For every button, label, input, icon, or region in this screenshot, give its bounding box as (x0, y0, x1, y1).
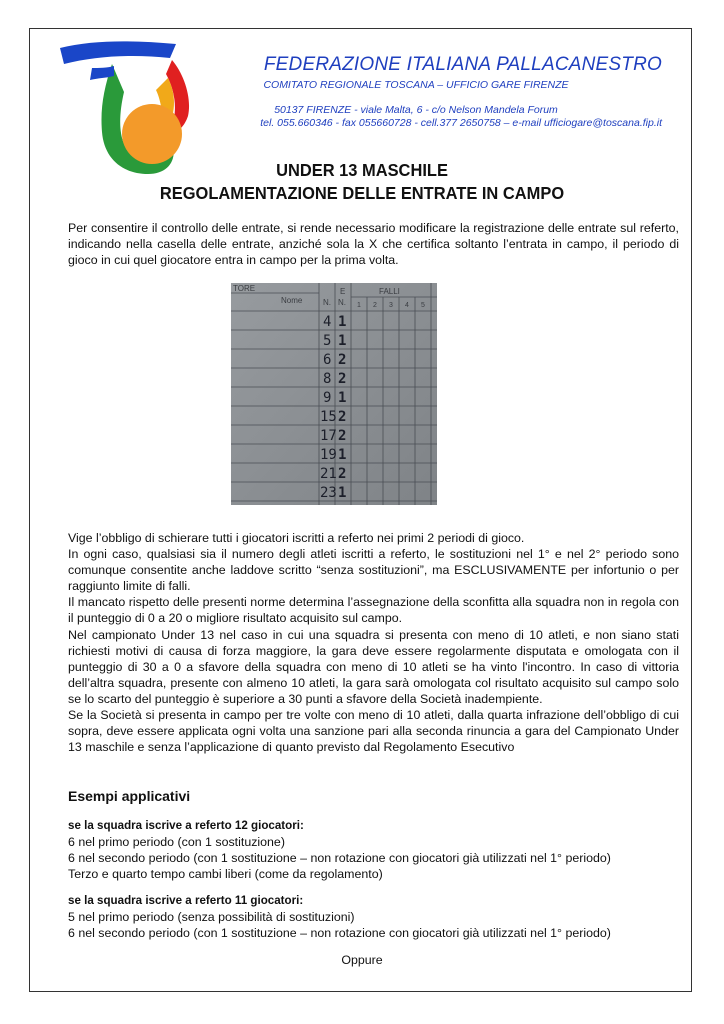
example-12-heading: se la squadra iscrive a referto 12 giocatori: (68, 819, 304, 832)
oppure-label: Oppure (341, 953, 383, 967)
sheet-falli-col: 2 (373, 302, 377, 309)
example-11-line: 5 nel primo periodo (senza possibilità di sostituzioni) (68, 910, 355, 924)
sheet-col-e: N. (338, 298, 346, 307)
example-11-line: 6 nel secondo periodo (con 1 sostituzione – non rotazione con giocatori già utilizzati nel 1° periodo) (68, 926, 611, 940)
sheet-entry-period: 2 (338, 466, 347, 482)
address: 50137 FIRENZE - viale Malta, 6 - c/o Nelson Mandela Forum (274, 104, 558, 116)
rules-text (68, 530, 679, 755)
sheet-falli-col: 1 (357, 302, 361, 309)
rules-line: Se la Società si presenta in campo per tre volte con meno di 10 atleti, dalla quarta infrazione dell’obbligo di cui sopra, deve essere applicata ogni volta una sanzione pari alla seconda rinuncia a gara del Campionato Under 13 maschile e senza l’applicazione di quanto previsto dal Regolamento Esecutivo (68, 708, 679, 755)
sheet-player-number: 17 (320, 428, 337, 444)
sheet-entry-period: 1 (338, 390, 347, 406)
example-11-heading: se la squadra iscrive a referto 11 giocatori: (68, 894, 304, 907)
sheet-col-name: Nome (281, 296, 303, 305)
sheet-falli-col: 4 (405, 302, 409, 309)
sheet-player-number: 15 (320, 409, 337, 425)
sheet-player-number: 21 (320, 466, 337, 482)
example-12-line: 6 nel secondo periodo (con 1 sostituzione – non rotazione con giocatori già utilizzati nel 1° periodo) (68, 851, 611, 865)
rules-line: Nel campionato Under 13 nel caso in cui una squadra si presenta con meno di 10 atleti, e non siano stati richiesti motivi di causa di forza maggiore, la gara deve essere regolarmente disputata e omologata con il punteggio di 30 a 0 a sfavore della squadra con meno di 10 atleti se ha vinto l'incontro. In caso di vittoria dell’altra squadra, presente con almeno 10 atleti, la gara sarà omologata col risultato acquisito sul campo solo se lo scarto del punteggio è superiore a 30 punti a sfavore della Società inadempiente. (68, 627, 679, 706)
sheet-entry-period: 2 (338, 352, 347, 368)
sheet-entry-period: 1 (338, 314, 347, 330)
sheet-entry-period: 1 (338, 333, 347, 349)
contacts: tel. 055.660346 - fax 055660728 - cell.377 2650758 – e-mail ufficiogare@toscana.fip.it (260, 117, 662, 129)
sheet-entry-period: 2 (338, 409, 347, 425)
sheet-player-number: 4 (323, 314, 332, 330)
federation-name: FEDERAZIONE ITALIANA PALLACANESTRO (263, 54, 662, 75)
examples-title: Esempi applicativi (68, 788, 191, 804)
example-12-line: 6 nel primo periodo (con 1 sostituzione) (68, 835, 285, 849)
sheet-falli-col: 3 (389, 302, 393, 309)
sheet-player-number: 19 (320, 447, 337, 463)
scoresheet-photo (231, 283, 437, 505)
sheet-col-n: N. (323, 298, 331, 307)
rules-line: In ogni caso, qualsiasi sia il numero degli atleti iscritti a referto, le sostituzioni nel 1° e nel 2° periodo sono comunque consentite anche laddove scritto “senza sostituzioni”, ma ESCLUSIVAMENTE per infortunio o per raggiunto limite di falli. (68, 547, 679, 594)
page-subtitle: REGOLAMENTAZIONE DELLE ENTRATE IN CAMPO (159, 183, 565, 203)
sheet-player-number: 23 (320, 485, 337, 501)
sheet-falli-label: FALLI (379, 287, 400, 296)
page-title: UNDER 13 MASCHILE (276, 160, 448, 180)
sheet-entry-period: 1 (338, 447, 347, 463)
committee-name: COMITATO REGIONALE TOSCANA – UFFICIO GARE FIRENZE (263, 79, 569, 91)
fip-logo-icon (52, 38, 197, 178)
sheet-player-number: 5 (323, 333, 332, 349)
sheet-header-left: TORE (233, 284, 256, 293)
intro-paragraph: Per consentire il controllo delle entrate, si rende necessario modificare la registrazione delle entrate sul referto, indicando nella casella delle entrate, anziché sola la X che certifica soltanto l’entrata in campo, il periodo di gioco in cui quel giocatore entra in campo per la prima volta. (68, 221, 679, 268)
rules-line: Vige l’obbligo di schierare tutti i giocatori iscritti a referto nei primi 2 periodi di gioco. (68, 531, 525, 545)
sheet-falli-col: 5 (421, 302, 425, 309)
sheet-player-number: 9 (323, 390, 332, 406)
sheet-col-e-top: E (340, 287, 346, 296)
sheet-player-number: 6 (323, 352, 332, 368)
rules-line: Il mancato rispetto delle presenti norme determina l’assegnazione della sconfitta alla squadra non in regola con il punteggio di 0 a 20 o migliore risultato acquisito sul campo. (68, 595, 679, 626)
example-12-players (68, 818, 688, 882)
example-11-players (68, 893, 688, 941)
sheet-entry-period: 2 (338, 428, 347, 444)
example-12-line: Terzo e quarto tempo cambi liberi (come da regolamento) (68, 867, 383, 881)
sheet-entry-period: 2 (338, 371, 347, 387)
sheet-entry-period: 1 (338, 485, 347, 501)
sheet-player-number: 8 (323, 371, 332, 387)
